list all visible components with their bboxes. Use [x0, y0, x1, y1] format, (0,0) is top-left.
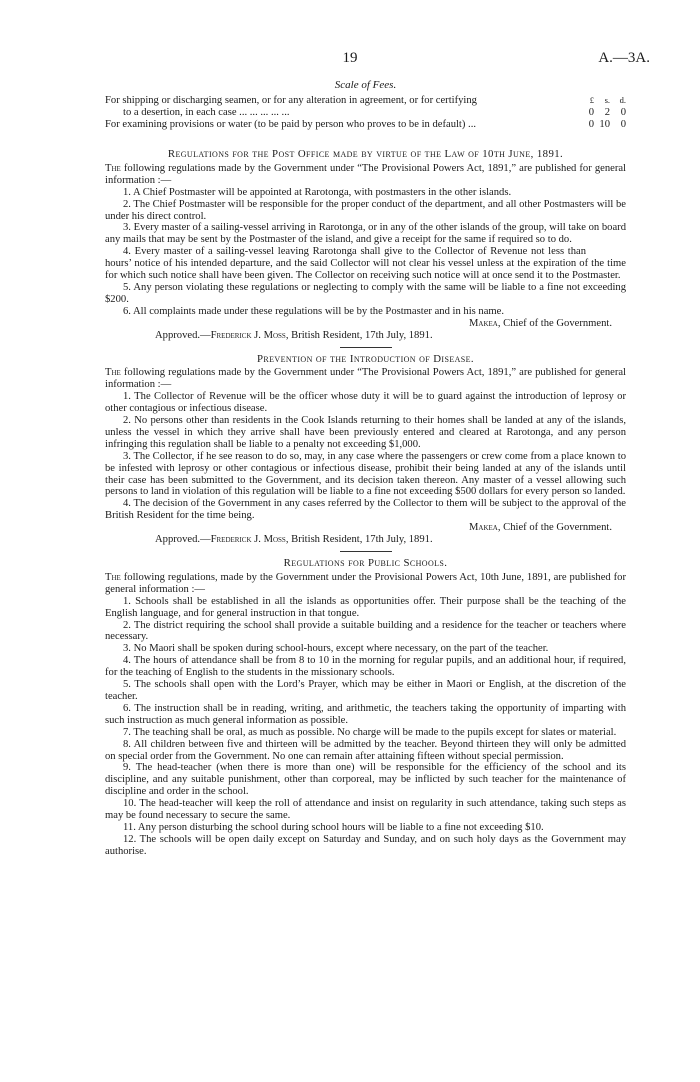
disease-title: Prevention of the Introduction of Disease. — [256, 352, 475, 365]
schools-item-10: 10. The head-teacher will keep the roll of attendance and insist on regularity in such attendance, taking such steps as may be found necessary to secure the same. — [105, 798, 626, 822]
post-office-title: Regulations for the Post Office made by virtue of the Law of 10th June, 1891. — [167, 148, 564, 160]
schools-item-8: 8. All children between five and thirteen will be admitted by the teacher. Beyond thirteen they will only be admitted on special order from the Government. No one can remain after attaining fifteen without special permission. — [105, 738, 626, 762]
intro-first-word: The — [105, 162, 121, 174]
disease-item-2: 2. No persons other than residents in the Cook Islands returning to their homes shall be landed at any of the islands, unless the vessel in which they arrive shall have been previously entered and cleared at Rarotonga, and any person infringing this regulation shall be liable to a penalty not exceeding $1,000. — [105, 415, 626, 450]
fee-row-2-pounds: 0 — [588, 118, 594, 130]
intro-text: following regulations made by the Government under “The Provisional Powers Act, 1891,” are published for general information :— — [105, 162, 626, 186]
post-office-item-1: 1. A Chief Postmaster will be appointed at Rarotonga, with postmasters in the other islands. — [123, 186, 512, 198]
approved-name: Frederick J. Moss, — [210, 329, 289, 341]
paper-reference: A.—3A. — [598, 50, 650, 66]
fee-row-1-shillings: 2 — [604, 106, 610, 118]
disease-item-1: 1. The Collector of Revenue will be the officer whose duty it will be to guard against the introduction of leprosy or other contagious or infectious disease. — [105, 391, 626, 415]
intro-text: following regulations, made by the Government under the Provisional Powers Act, 10th June, 1891, are published for general information :— — [105, 571, 626, 595]
fee-row-1-line-2: to a desertion, in each case ... ... ... ... ... — [123, 106, 290, 118]
item-4-text-before: 4. Every master of a sailing-vessel leaving Rarotonga shall give to the Collector of Revenue not less than — [123, 246, 586, 258]
approved-suffix: British Resident, 17th July, 1891. — [291, 329, 433, 341]
fees-title: Scale of Fees. — [334, 79, 397, 91]
currency-header-pence: d. — [619, 94, 626, 105]
schools-item-5: 5. The schools shall open with the Lord’s Prayer, which may be either in Maori or English, at the discretion of the teacher. — [105, 679, 626, 702]
fee-row-1-line-1: For shipping or discharging seamen, or for any alteration in agreement, or for certifying — [105, 94, 477, 106]
schools-item-9: 9. The head-teacher (when there is more than one) will be responsible for the efficiency of the school and its discipline, and any suitable punishment, other than corporeal, may be inflicted by such teacher for the maintenance of discipline and order in the school. — [105, 762, 626, 798]
page-number: 19 — [342, 50, 358, 66]
post-office-item-3: 3. Every master of a sailing-vessel arriving in Rarotonga, or in any of the other islands of the group, will take on board any mails that may be sent by the Postmaster of the island, and give a receipt for the same if required so to do. — [105, 222, 626, 246]
schools-item-1: 1. Schools shall be established in all the islands as opportunities offer. Their purpose shall be the teaching of the English language, and for general instruction in that tongue. — [105, 595, 626, 619]
disease-item-3: 3. The Collector, if he see reason to do so, may, in any case where the passengers or crew come from a place known to be infested with leprosy or other contagious or infectious disease, prohibit their being landed at any of the islands until their case has been submitted to the Government, and its decision taken thereon. Any master of a vessel allowing such persons to land in violation of this regulation will be liable to a fine not exceeding $500 dollars for every person so landed. — [105, 450, 626, 498]
signature-title: Chief of the Government. — [503, 522, 612, 534]
intro-first-word: The — [105, 367, 121, 379]
currency-header-shillings: s. — [604, 94, 610, 105]
schools-item-2: 2. The district requiring the school shall provide a suitable building and a residence for the teacher or teachers where necessary. — [105, 619, 626, 643]
fee-row-2-description: For examining provisions or water (to be paid by person who proves to be in default) ... — [105, 118, 476, 130]
post-office-section — [105, 146, 626, 858]
post-office-item-6: 6. All complaints made under these regulations will be by the Postmaster and in his name. — [123, 305, 505, 317]
signature-title: Chief of the Government. — [503, 317, 612, 329]
disease-signature — [105, 522, 626, 534]
schools-item-12: 12. The schools will be open daily except on Saturday and Sunday, and on such holy days as the Government may authorise. — [105, 833, 626, 857]
signature-name: Makea, — [468, 317, 501, 329]
schools-item-4: 4. The hours of attendance shall be from 8 to 10 in the morning for regular pupils, and an additional hour, if required, for the teaching of English to the students in the missionary schools. — [105, 655, 626, 679]
post-office-item-5: 5. Any person violating these regulations or neglecting to comply with the same will be liable to a fine not exceeding $200. — [105, 281, 626, 305]
fee-row-2-shillings: 10 — [599, 118, 610, 130]
item-4-text-after: hours’ notice of his intended departure, and the said Collector will not clear his vessel unless at the expiration of the time for which such notice shall have been given. The Collector on receiving such notice will at once send it to the Postmaster. — [105, 258, 626, 282]
approved-suffix: British Resident, 17th July, 1891. — [291, 534, 433, 546]
schools-item-3: 3. No Maori shall be spoken during school-hours, except where necessary, on the part of the teacher. — [123, 643, 549, 655]
signature-name: Makea, — [468, 522, 501, 534]
fees-table — [105, 95, 626, 131]
approved-name: Frederick J. Moss, — [210, 534, 289, 546]
intro-first-word: The — [105, 571, 121, 583]
approved-prefix: Approved.— — [155, 534, 211, 546]
fee-row-1-pounds: 0 — [588, 106, 594, 118]
disease-approval — [105, 534, 626, 546]
schools-item-11: 11. Any person disturbing the school during school hours will be liable to a fine not exceeding $10. — [123, 821, 544, 833]
post-office-item-4 — [105, 246, 626, 282]
approved-prefix: Approved.— — [155, 329, 211, 341]
fee-row-1-pence: 0 — [620, 106, 626, 118]
section-divider — [340, 551, 392, 552]
schools-item-7: 7. The teaching shall be oral, as much as possible. No charge will be made to the pupils except for slates or material. — [123, 726, 617, 738]
schools-intro — [105, 572, 626, 596]
currency-header-pounds: £ — [589, 94, 594, 105]
schools-title: Regulations for Public Schools. — [283, 557, 448, 569]
disease-item-4: 4. The decision of the Government in any cases referred by the Collector to them will be subject to the approval of the British Resident for the time being. — [105, 498, 626, 522]
fee-row-2-pence: 0 — [620, 118, 626, 130]
intro-text: following regulations made by the Government under “The Provisional Powers Act, 1891,” are published for general information :— — [105, 367, 626, 391]
disease-intro — [105, 367, 626, 391]
post-office-item-2: 2. The Chief Postmaster will be responsible for the proper conduct of the department, and all other Postmasters will be under his direct control. — [105, 198, 626, 222]
post-office-signature — [105, 318, 626, 330]
post-office-intro — [105, 163, 626, 187]
schools-item-6: 6. The instruction shall be in reading, writing, and arithmetic, the teachers taking the opportunity of imparting with such instruction as much general information as possible. — [105, 702, 626, 726]
section-divider — [340, 347, 392, 348]
fees-section — [105, 80, 626, 131]
post-office-approval — [105, 330, 626, 342]
